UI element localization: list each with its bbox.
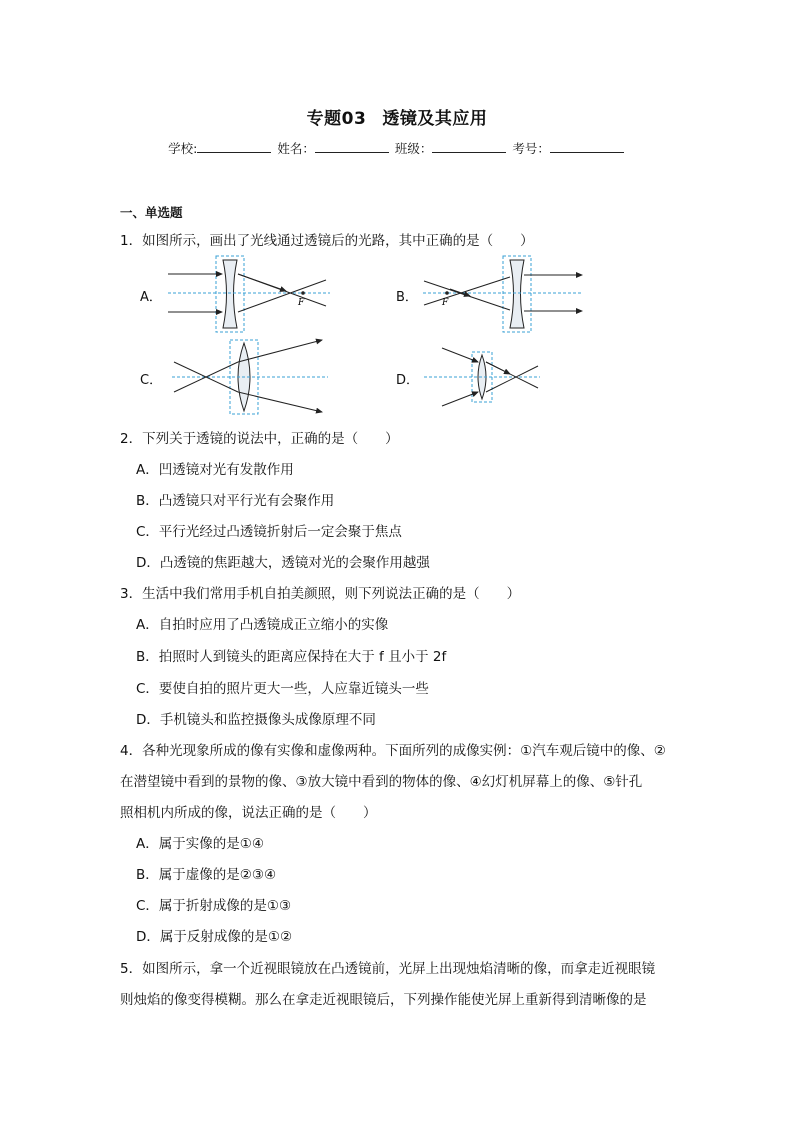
title-main: 专题03 — [306, 109, 367, 129]
q3-option-b[interactable]: B．拍照时人到镜头的距离应保持在大于 f 且小于 2f — [136, 649, 447, 665]
q4-option-d[interactable]: D．属于反射成像的是①② — [136, 929, 293, 945]
q5-stem-line-1: 5．如图所示，拿一个近视眼镜放在凸透镜前，光屏上出现烛焰清晰的像，而拿走近视眼镜 — [120, 961, 656, 977]
class-label: 班级： — [394, 141, 433, 156]
q2-option-c[interactable]: C．平行光经过凸透镜折射后一定会聚于焦点 — [136, 524, 402, 540]
section-heading: 一、单选题 — [120, 205, 183, 220]
q1-figure-label-c: C． — [140, 373, 163, 388]
school-label: 学校: — [168, 141, 198, 156]
q1-figure-label-d: D． — [396, 373, 420, 388]
figure-b-focus-label: F — [442, 298, 449, 308]
figure-a-focus-label: F — [298, 298, 305, 308]
q2-option-b[interactable]: B．凸透镜只对平行光有会聚作用 — [136, 493, 335, 509]
figure-a-concave-lens — [168, 256, 330, 332]
q1-figure-label-a: A． — [140, 290, 162, 305]
q3-option-c[interactable]: C．要使自拍的照片更大一些，人应靠近镜头一些 — [136, 681, 429, 697]
q4-stem-line-3: 照相机内所成的像，说法正确的是（ ） — [120, 805, 377, 821]
q4-option-c[interactable]: C．属于折射成像的是①③ — [136, 898, 292, 914]
q4-stem-line-2: 在潜望镜中看到的景物的像、③放大镜中看到的物体的像、④幻灯机屏幕上的像、⑤针孔 — [120, 774, 643, 790]
q1-stem: 1．如图所示，画出了光线通过透镜后的光路，其中正确的是（ ） — [120, 233, 534, 249]
figure-d-convex-lens — [424, 348, 540, 406]
q4-stem-line-1: 4．各种光现象所成的像有实像和虚像两种。下面所列的成像实例：①汽车观后镜中的像、② — [120, 743, 666, 759]
q1-figure-label-b: B． — [396, 290, 418, 305]
q4-option-a[interactable]: A．属于实像的是①④ — [136, 836, 264, 852]
figure-b-concave-lens — [423, 256, 582, 332]
q3-stem: 3．生活中我们常用手机自拍美颜照，则下列说法正确的是（ ） — [120, 586, 521, 602]
figure-c-convex-lens — [172, 340, 328, 414]
q5-stem-line-2: 则烛焰的像变得模糊。那么在拿走近视眼镜后，下列操作能使光屏上重新得到清晰像的是 — [120, 992, 647, 1008]
q2-option-a[interactable]: A．凹透镜对光有发散作用 — [136, 462, 294, 478]
number-label: 考号： — [512, 141, 550, 156]
title-sub: 透镜及其应用 — [382, 109, 488, 129]
name-label: 姓名： — [277, 141, 315, 156]
q3-option-a[interactable]: A．自拍时应用了凸透镜成正立缩小的实像 — [136, 617, 389, 633]
q3-option-d[interactable]: D．手机镜头和监控摄像头成像原理不同 — [136, 712, 376, 728]
q2-stem: 2．下列关于透镜的说法中，正确的是（ ） — [120, 431, 399, 447]
q2-option-d[interactable]: D．凸透镜的焦距越大，透镜对光的会聚作用越强 — [136, 555, 430, 571]
q4-option-b[interactable]: B．属于虚像的是②③④ — [136, 867, 277, 883]
